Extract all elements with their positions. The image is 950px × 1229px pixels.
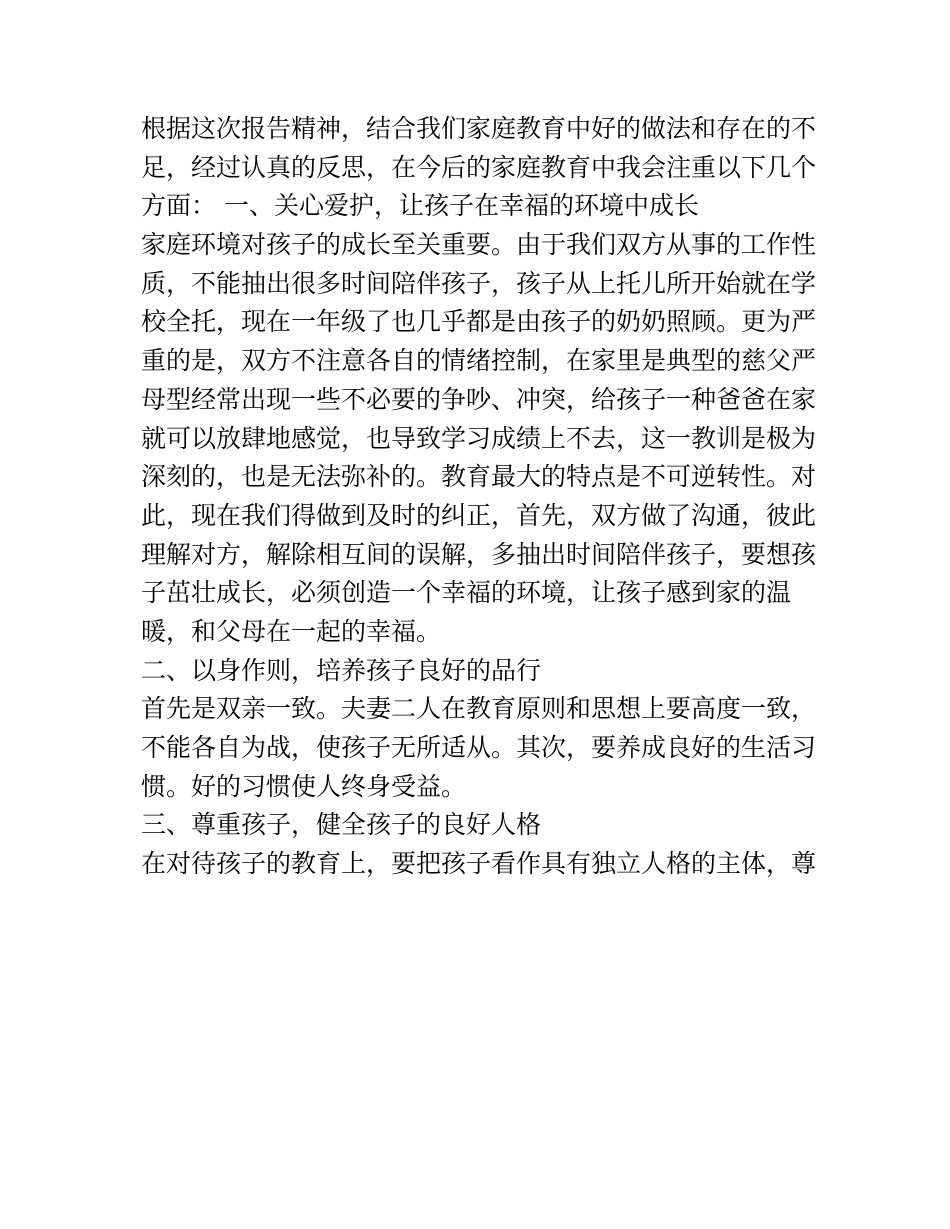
section-heading-3: 三、尊重孩子，健全孩子的良好人格 [141,810,542,840]
text-line: 理解对方，解除相互间的误解，多抽出时间陪伴孩子，要想孩 [141,539,817,569]
text-line: 质，不能抽出很多时间陪伴孩子，孩子从上托儿所开始就在学 [141,268,817,298]
text-line: 深刻的，也是无法弥补的。教育最大的特点是不可逆转性。对 [141,462,817,492]
text-line: 校全托，现在一年级了也几乎都是由孩子的奶奶照顾。更为严 [141,307,817,337]
text-line: 首先是双亲一致。夫妻二人在教育原则和思想上要高度一致， [141,694,817,724]
text-line: 根据这次报告精神，结合我们家庭教育中好的做法和存在的不 [141,114,817,143]
text-line: 就可以放肆地感觉，也导致学习成绩上不去，这一教训是极为 [141,423,817,453]
text-line: 子茁壮成长，必须创造一个幸福的环境，让孩子感到家的温 [141,578,792,608]
text-line: 不能各自为战，使孩子无所适从。其次，要养成良好的生活习 [141,733,817,762]
text-line: 方面： 一、关心爱护，让孩子在幸福的环境中成长 [141,191,699,221]
text-line: 重的是，双方不注意各自的情绪控制，在家里是典型的慈父严 [141,346,817,376]
text-line: 母型经常出现一些不必要的争吵、冲突，给孩子一种爸爸在家 [141,384,817,414]
text-line: 足，经过认真的反思，在今后的家庭教育中我会注重以下几个 [141,152,817,182]
body-text [141,110,821,884]
section-heading-2: 二、以身作则，培养孩子良好的品行 [141,655,542,685]
text-line: 暖，和父母在一起的幸福。 [141,616,442,646]
text-line: 家庭环境对孩子的成长至关重要。由于我们双方从事的工作性 [141,230,817,260]
text-line: 在对待孩子的教育上，要把孩子看作具有独立人格的主体，尊 [141,849,817,879]
text-line: 此，现在我们得做到及时的纠正，首先，双方做了沟通，彼此 [141,500,817,530]
text-line: 惯。好的习惯使人终身受益。 [141,771,467,801]
